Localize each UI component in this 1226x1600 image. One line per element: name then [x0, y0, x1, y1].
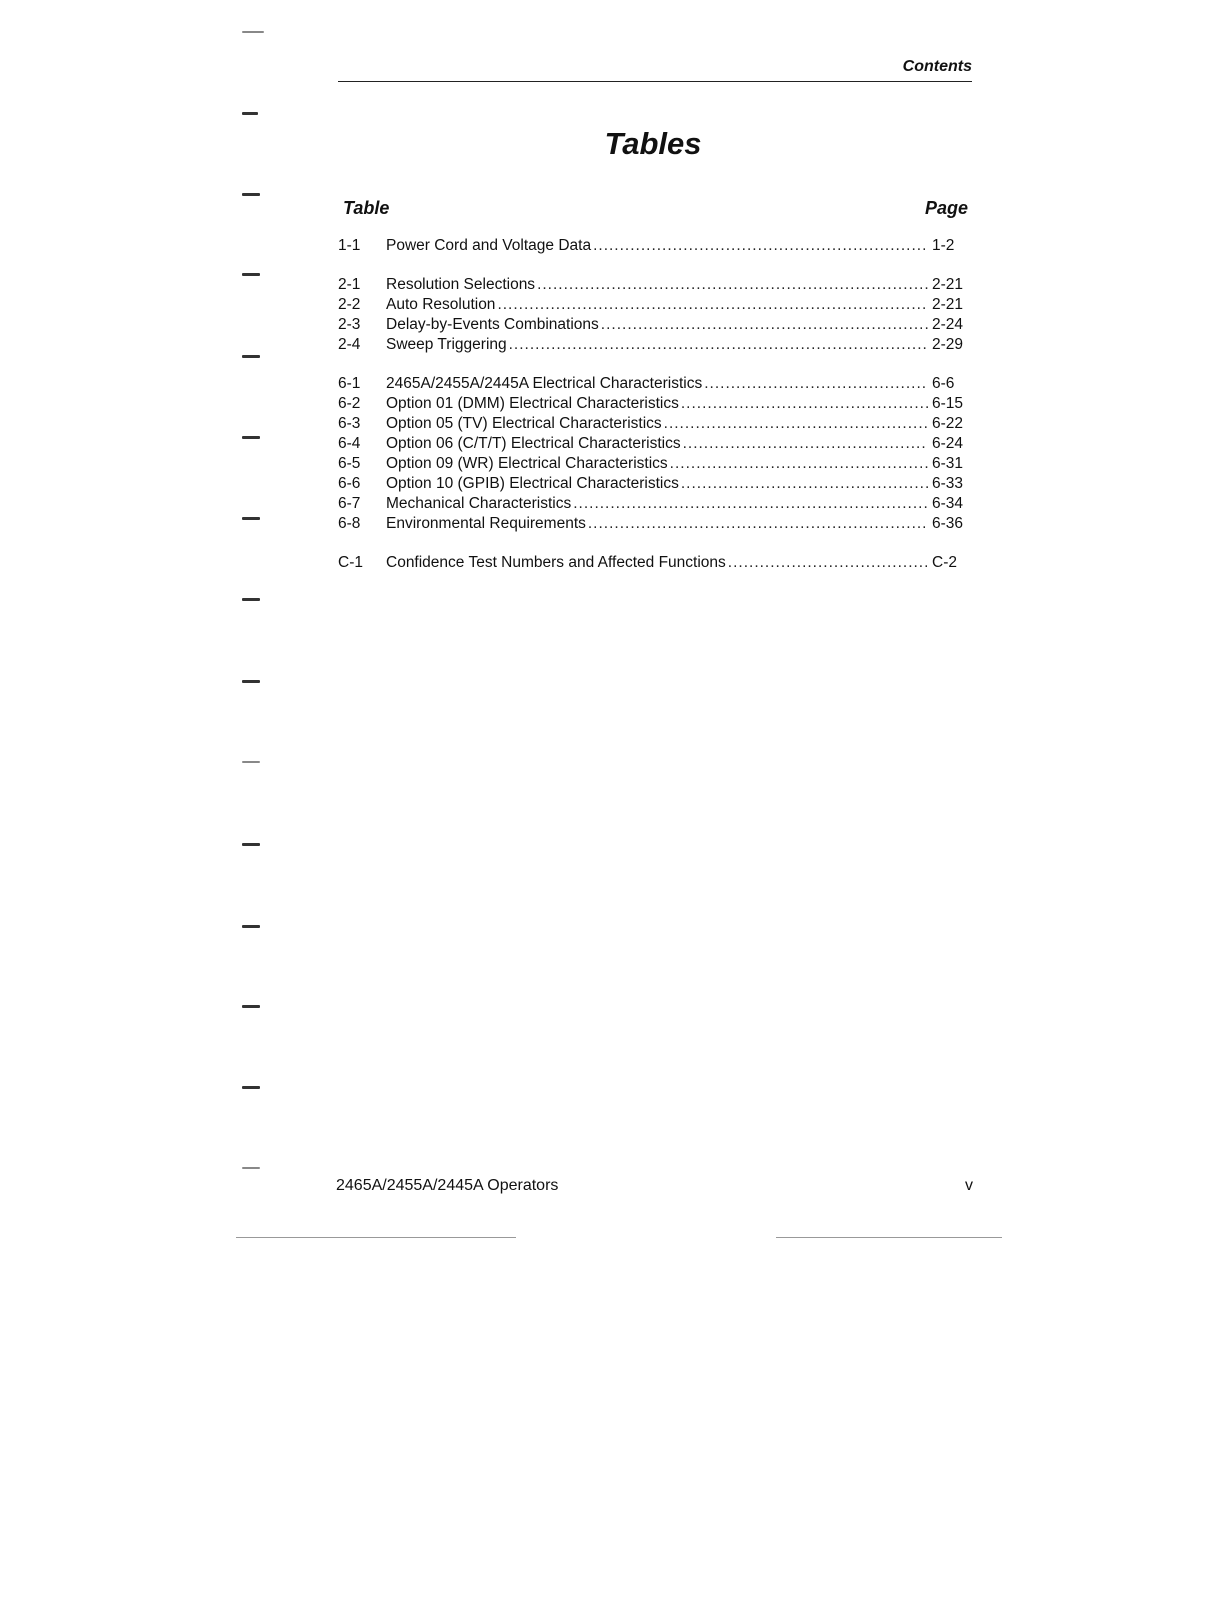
dot-leader: [537, 275, 928, 295]
footer-page-number: v: [965, 1177, 973, 1194]
scan-margin-mark: [242, 31, 264, 33]
table-number: 6-5: [338, 455, 361, 472]
toc-entry[interactable]: [338, 374, 966, 394]
toc-group: [338, 553, 966, 573]
table-number: 1-1: [338, 237, 361, 254]
table-number: 6-6: [338, 475, 361, 492]
toc-entry[interactable]: [338, 553, 966, 573]
table-column-heading: Table: [343, 198, 390, 218]
scan-margin-mark: [242, 112, 258, 115]
table-title: Option 10 (GPIB) Electrical Characteristics: [386, 475, 679, 492]
scan-margin-mark: [242, 193, 260, 196]
table-title: Power Cord and Voltage Data: [386, 237, 592, 254]
page-reference: 6-6: [932, 375, 955, 392]
page-reference: 2-21: [932, 296, 964, 313]
toc-entry[interactable]: [338, 275, 966, 295]
table-title: Environmental Requirements: [386, 515, 586, 532]
dot-leader: [728, 553, 928, 573]
toc-entry[interactable]: [338, 474, 966, 494]
table-title: Auto Resolution: [386, 296, 496, 313]
section-header-label: Contents: [902, 58, 972, 75]
page-reference: 6-31: [932, 455, 964, 472]
table-number: 2-4: [338, 336, 361, 353]
scan-margin-mark: [242, 761, 260, 763]
page-reference: 2-21: [932, 276, 964, 293]
dot-leader: [593, 236, 928, 256]
table-title: 2465A/2455A/2445A Electrical Characteristics: [386, 375, 703, 392]
scan-margin-mark: [242, 843, 260, 846]
page-reference: 6-22: [932, 415, 964, 432]
table-number: 6-8: [338, 515, 361, 532]
scan-margin-mark: [242, 925, 260, 928]
dot-leader: [704, 374, 928, 394]
scan-margin-mark: [242, 598, 260, 601]
table-title: Option 05 (TV) Electrical Characteristics: [386, 415, 662, 432]
toc-group: [338, 374, 966, 534]
toc-entry[interactable]: [338, 454, 966, 474]
page-reference: 2-24: [932, 316, 964, 333]
table-number: 2-2: [338, 296, 361, 313]
scan-margin-mark: [242, 355, 260, 358]
scan-margin-mark: [242, 1086, 260, 1089]
dot-leader: [509, 335, 928, 355]
toc-entry[interactable]: [338, 414, 966, 434]
toc-entry[interactable]: [338, 315, 966, 335]
table-title: Confidence Test Numbers and Affected Functions: [386, 554, 726, 571]
table-title: Option 06 (C/T/T) Electrical Characteristics: [386, 435, 681, 452]
page-reference: 2-29: [932, 336, 964, 353]
scan-margin-mark: [242, 680, 260, 683]
page-reference: 6-36: [932, 515, 964, 532]
scan-margin-mark: [242, 1167, 260, 1169]
dot-leader: [664, 414, 928, 434]
header-rule: [338, 81, 972, 82]
table-title: Sweep Triggering: [386, 336, 507, 353]
toc-entry[interactable]: [338, 514, 966, 534]
table-title: Mechanical Characteristics: [386, 495, 572, 512]
dot-leader: [683, 434, 928, 454]
dot-leader: [601, 315, 928, 335]
table-number: 6-4: [338, 435, 361, 452]
page-reference: 6-34: [932, 495, 964, 512]
table-number: 6-1: [338, 375, 361, 392]
toc-entry[interactable]: [338, 434, 966, 454]
table-title: Resolution Selections: [386, 276, 536, 293]
scan-margin-mark: [242, 436, 260, 439]
table-number: 6-2: [338, 395, 361, 412]
toc-group: [338, 275, 966, 355]
page-reference: 6-15: [932, 395, 964, 412]
dot-leader: [670, 454, 928, 474]
table-title: Option 01 (DMM) Electrical Characteristics: [386, 395, 679, 412]
scan-edge-line: [776, 1237, 1002, 1238]
toc-entry[interactable]: [338, 295, 966, 315]
footer-manual-title: 2465A/2455A/2445A Operators: [336, 1177, 559, 1194]
page-reference: 6-24: [932, 435, 964, 452]
page-reference: C-2: [932, 554, 957, 571]
table-title: Delay-by-Events Combinations: [386, 316, 599, 333]
toc-entry[interactable]: [338, 494, 966, 514]
table-number: 6-3: [338, 415, 361, 432]
toc-entry[interactable]: [338, 236, 966, 256]
page-reference: 6-33: [932, 475, 964, 492]
dot-leader: [681, 474, 928, 494]
scan-margin-mark: [242, 1005, 260, 1008]
tables-list: [338, 236, 966, 592]
page-title: Tables: [604, 126, 702, 161]
scan-margin-mark: [242, 273, 260, 276]
page-reference: 1-2: [932, 237, 955, 254]
dot-leader: [588, 514, 928, 534]
toc-entry[interactable]: [338, 335, 966, 355]
table-number: 2-1: [338, 276, 361, 293]
dot-leader: [497, 295, 928, 315]
toc-entry[interactable]: [338, 394, 966, 414]
toc-group: [338, 236, 966, 256]
dot-leader: [681, 394, 928, 414]
table-number: 2-3: [338, 316, 361, 333]
scan-margin-mark: [242, 517, 260, 520]
dot-leader: [573, 494, 928, 514]
page-column-heading: Page: [924, 198, 968, 218]
table-number: C-1: [338, 554, 363, 571]
table-number: 6-7: [338, 495, 361, 512]
table-title: Option 09 (WR) Electrical Characteristics: [386, 455, 668, 472]
scan-edge-line: [236, 1237, 516, 1238]
